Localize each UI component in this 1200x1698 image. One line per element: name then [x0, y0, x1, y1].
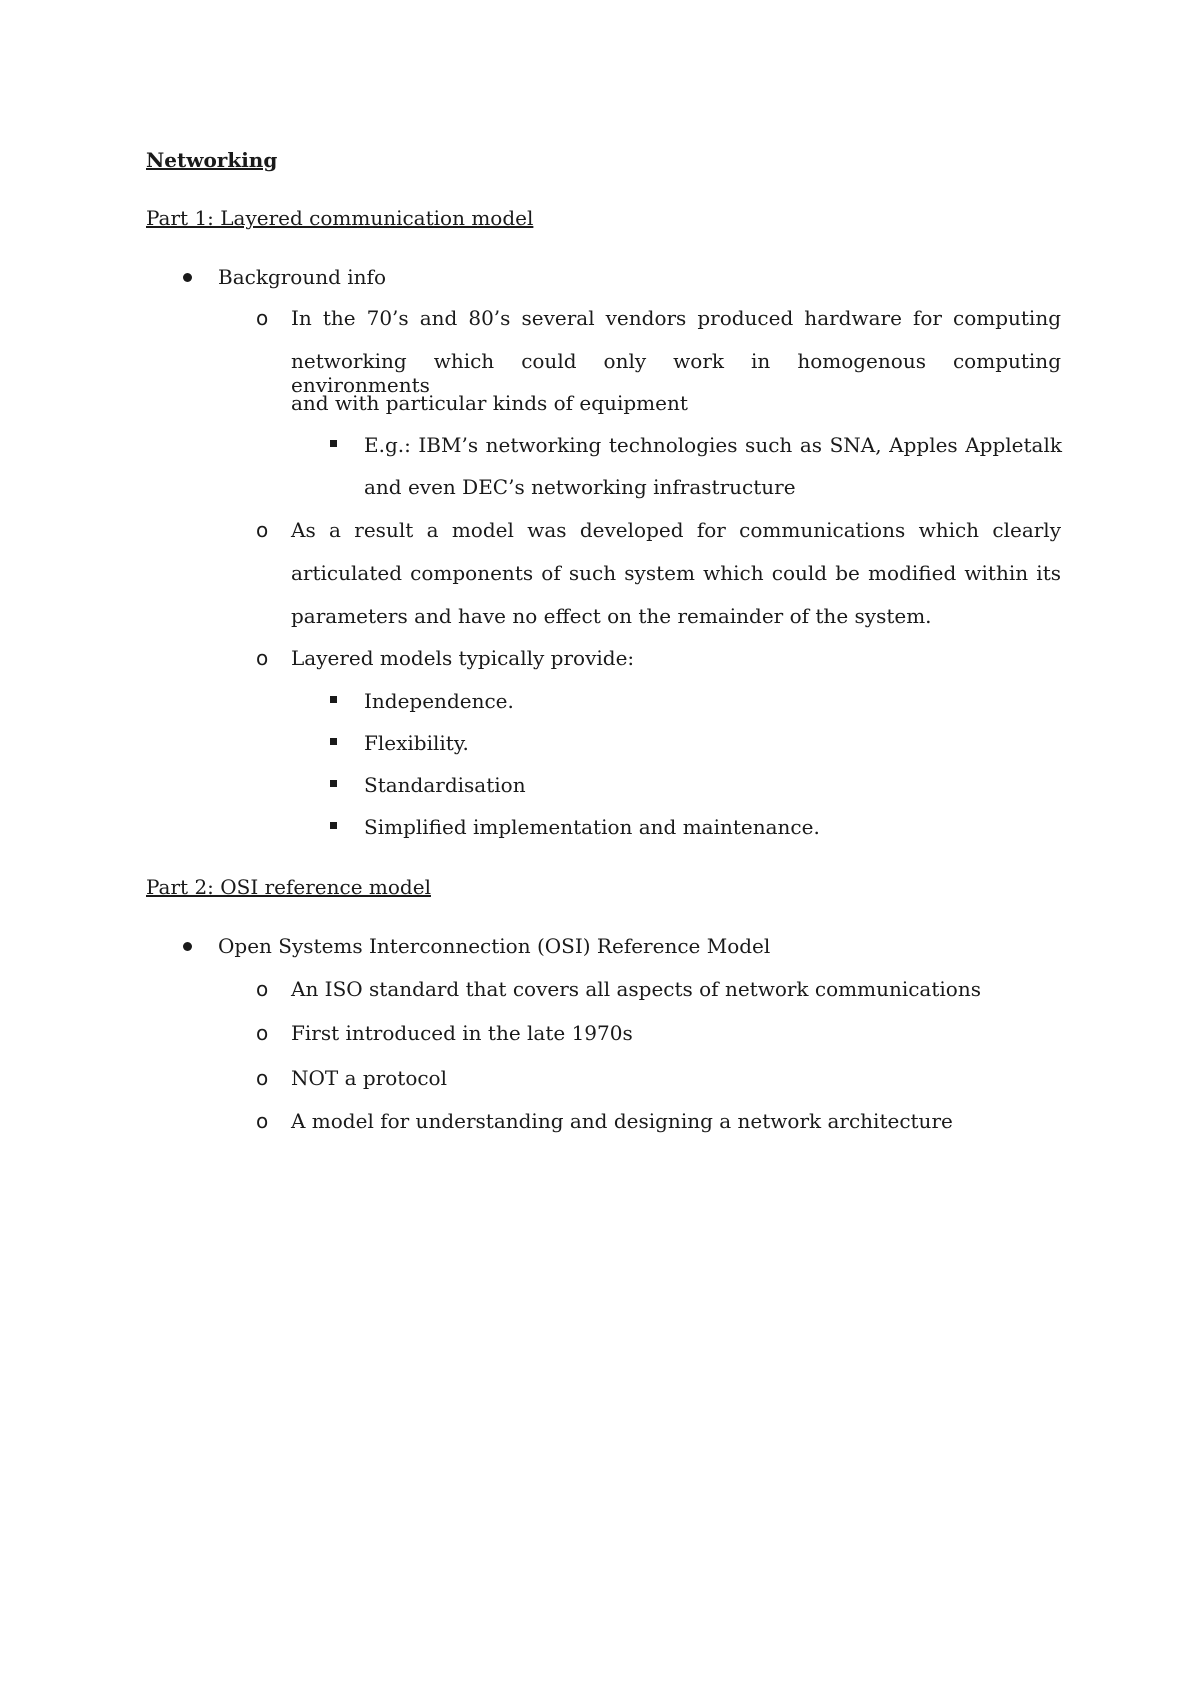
sub1-line-3: and with particular kinds of equipment	[291, 391, 688, 415]
bullet-square-icon	[330, 696, 337, 703]
example-line-1: E.g.: IBM’s networking technologies such as SNA, Apples Appletalk	[364, 433, 1062, 457]
bullet-circle-icon: o	[256, 1109, 269, 1133]
bullet-square-icon	[330, 780, 337, 787]
part2-heading: Part 2: OSI reference model	[146, 875, 431, 899]
list-item-background-info: Background info	[218, 265, 386, 289]
list-item: An ISO standard that covers all aspects of network communications	[291, 977, 981, 1001]
sub3-text: Layered models typically provide:	[291, 646, 635, 670]
list-item: A model for understanding and designing a network architecture	[291, 1109, 953, 1133]
bullet-circle-icon: o	[256, 1021, 269, 1045]
bullet-circle-icon: o	[256, 306, 269, 330]
bullet-circle-icon: o	[256, 646, 269, 670]
bullet-dot-icon	[183, 942, 192, 951]
list-item: Flexibility.	[364, 731, 469, 755]
sub2-line-1: As a result a model was developed for communications which clearly	[291, 518, 1061, 542]
bullet-circle-icon: o	[256, 518, 269, 542]
bullet-square-icon	[330, 822, 337, 829]
sub1-line-1: In the 70’s and 80’s several vendors produced hardware for computing	[291, 306, 1061, 330]
example-line-2: and even DEC’s networking infrastructure	[364, 475, 796, 499]
list-item: NOT a protocol	[291, 1066, 447, 1090]
bullet-square-icon	[330, 440, 337, 447]
document-title: Networking	[146, 148, 278, 172]
bullet-dot-icon	[183, 273, 192, 282]
list-item: Simplified implementation and maintenance.	[364, 815, 820, 839]
sub2-line-3: parameters and have no effect on the remainder of the system.	[291, 604, 932, 628]
bullet-square-icon	[330, 738, 337, 745]
bullet-circle-icon: o	[256, 977, 269, 1001]
list-item-osi-model: Open Systems Interconnection (OSI) Reference Model	[218, 934, 771, 958]
bullet-circle-icon: o	[256, 1066, 269, 1090]
sub2-line-2: articulated components of such system which could be modified within its	[291, 561, 1061, 585]
part1-heading: Part 1: Layered communication model	[146, 206, 534, 230]
list-item: Independence.	[364, 689, 514, 713]
sub1-line-2: networking which could only work in homogenous computing environments	[291, 349, 1061, 397]
list-item: Standardisation	[364, 773, 526, 797]
list-item: First introduced in the late 1970s	[291, 1021, 633, 1045]
